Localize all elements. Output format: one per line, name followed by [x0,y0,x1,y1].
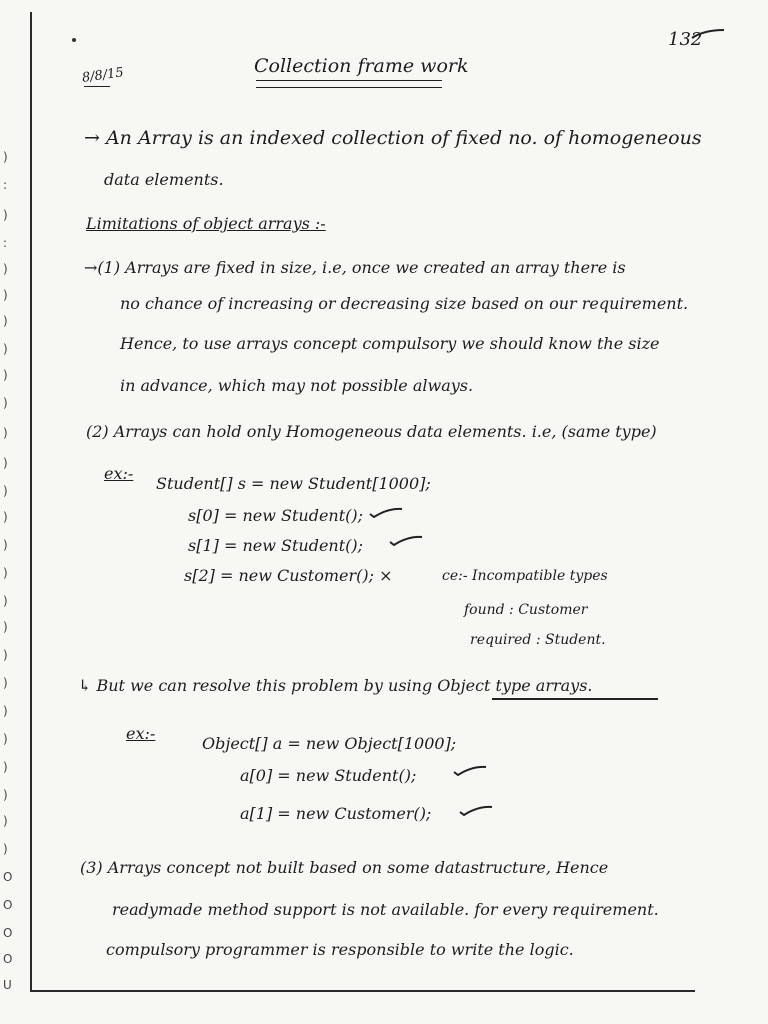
compile-error-found: found : Customer [464,602,588,618]
bottom-rule [30,990,695,992]
example2-code-2: a[0] = new Student(); [240,766,417,785]
page-number: 132 [668,29,703,50]
point2: (2) Arrays can hold only Homogeneous data elements. i.e, (same type) [86,422,657,441]
title-underline [256,80,442,88]
page-number-flourish [690,28,726,40]
example1-code-1: Student[] s = new Student[1000]; [156,474,431,493]
page-date: 8/8/15 [81,65,125,86]
point1-line-4: in advance, which may not possible always. [120,376,474,395]
margin-line [30,12,32,990]
example2-code-3: a[1] = new Customer(); [240,804,432,823]
example2-code-1: Object[] a = new Object[1000]; [202,734,457,753]
point1-line-2: no chance of increasing or decreasing size based on our requirement. [120,294,689,313]
example1-code-4: s[2] = new Customer(); × [184,566,393,585]
ink-dot [72,38,76,42]
point3-line-2: readymade method support is not available. for every requirement. [112,900,659,919]
compile-error-label: ce:- Incompatible types [442,568,608,584]
example2-label: ex:- [126,724,156,743]
binding-holes: ) : ) : ) ) ) ) ) ) ) ) ) ) ) ) ) ) ) ) ) ) ) ) ) ) O O O O U [3,150,13,992]
date-underline [84,86,110,93]
limitations-heading: Limitations of object arrays :- [86,214,326,233]
checkmark-icon [388,534,424,546]
point1-line-1: →(1) Arrays are fixed in size, i.e, once we created an array there is [84,258,626,277]
intro-line-1: → An Array is an indexed collection of fixed no. of homogeneous [84,127,702,149]
example1-label: ex:- [104,464,134,483]
example1-code-3: s[1] = new Student(); [188,536,364,555]
point3-line-1: (3) Arrays concept not built based on some datastructure, Hence [80,858,609,877]
checkmark-icon [458,804,494,816]
point3-line-3: compulsory programmer is responsible to write the logic. [106,940,574,959]
intro-line-2: data elements. [104,170,224,189]
resolve-underline [492,698,658,700]
compile-error-required: required : Student. [470,632,606,648]
checkmark-icon [368,506,404,518]
resolve-line: ↳ But we can resolve this problem by using Object type arrays. [78,676,593,695]
point1-line-3: Hence, to use arrays concept compulsory we should know the size [120,334,660,353]
example1-code-2: s[0] = new Student(); [188,506,364,525]
checkmark-icon [452,764,488,776]
page-title: Collection frame work [254,55,469,77]
